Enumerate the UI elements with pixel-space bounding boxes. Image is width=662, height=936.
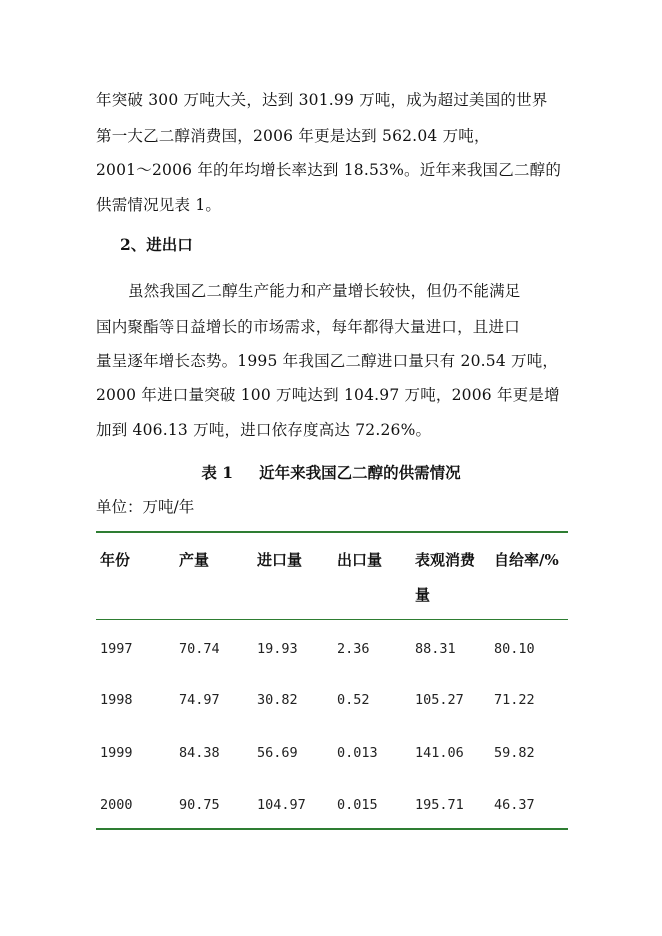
header-year: 年份 bbox=[100, 551, 131, 569]
header-apparent-consumption: 表观消费 bbox=[415, 551, 476, 569]
header-self-sufficiency: 自给率/% bbox=[494, 551, 559, 569]
table-cell: 71.22 bbox=[494, 692, 535, 708]
paragraph2-line-5: 加到 406.13 万吨，进口依存度高达 72.26%。 bbox=[96, 421, 432, 439]
paragraph2-line-1: 虽然我国乙二醇生产能力和产量增长较快，但仍不能满足 bbox=[128, 282, 521, 300]
table-cell: 0.013 bbox=[337, 745, 378, 761]
header-exports: 出口量 bbox=[337, 551, 383, 569]
table-cell: 70.74 bbox=[179, 641, 220, 657]
table-cell: 84.38 bbox=[179, 745, 220, 761]
table-cell: 1998 bbox=[100, 692, 133, 708]
paragraph1-line-4: 供需情况见表 1。 bbox=[96, 196, 222, 214]
header-apparent-consumption-wrap: 量 bbox=[415, 586, 431, 604]
table-caption bbox=[0, 461, 662, 483]
table-cell: 80.10 bbox=[494, 641, 535, 657]
paragraph1-line-3: 2001～2006 年的年均增长率达到 18.53%。近年来我国乙二醇的 bbox=[96, 161, 562, 179]
table-cell: 59.82 bbox=[494, 745, 535, 761]
paragraph1-line-2: 第一大乙二醇消费国，2006 年更是达到 562.04 万吨， bbox=[96, 127, 490, 145]
table-bottom-rule bbox=[96, 828, 568, 830]
paragraph2-line-2: 国内聚酯等日益增长的市场需求，每年都得大量进口，且进口 bbox=[96, 318, 520, 336]
table-cell: 2.36 bbox=[337, 641, 370, 657]
table-cell: 105.27 bbox=[415, 692, 464, 708]
table-cell: 104.97 bbox=[257, 797, 306, 813]
table-cell: 1997 bbox=[100, 641, 133, 657]
table-cell: 0.52 bbox=[337, 692, 370, 708]
paragraph2-line-4: 2000 年进口量突破 100 万吨达到 104.97 万吨，2006 年更是增 bbox=[96, 386, 560, 404]
table-header-rule bbox=[96, 619, 568, 620]
table-cell: 195.71 bbox=[415, 797, 464, 813]
table-cell: 19.93 bbox=[257, 641, 298, 657]
table-cell: 46.37 bbox=[494, 797, 535, 813]
table-cell: 1999 bbox=[100, 745, 133, 761]
table-cell: 88.31 bbox=[415, 641, 456, 657]
table-cell: 74.97 bbox=[179, 692, 220, 708]
unit-label: 单位：万吨/年 bbox=[96, 498, 195, 516]
paragraph2-line-3: 量呈逐年增长态势。1995 年我国乙二醇进口量只有 20.54 万吨， bbox=[96, 352, 559, 370]
header-production: 产量 bbox=[179, 551, 210, 569]
table-top-rule bbox=[96, 531, 568, 533]
paragraph1-line-1: 年突破 300 万吨大关，达到 301.99 万吨，成为超过美国的世界 bbox=[96, 91, 548, 109]
table-caption-number: 表 1 bbox=[201, 463, 234, 482]
table-cell: 30.82 bbox=[257, 692, 298, 708]
section-heading: 2、进出口 bbox=[120, 235, 193, 254]
table-cell: 56.69 bbox=[257, 745, 298, 761]
table-caption-title: 近年来我国乙二醇的供需情况 bbox=[259, 463, 461, 482]
header-imports: 进口量 bbox=[257, 551, 303, 569]
table-cell: 2000 bbox=[100, 797, 133, 813]
table-cell: 0.015 bbox=[337, 797, 378, 813]
table-cell: 90.75 bbox=[179, 797, 220, 813]
table-cell: 141.06 bbox=[415, 745, 464, 761]
